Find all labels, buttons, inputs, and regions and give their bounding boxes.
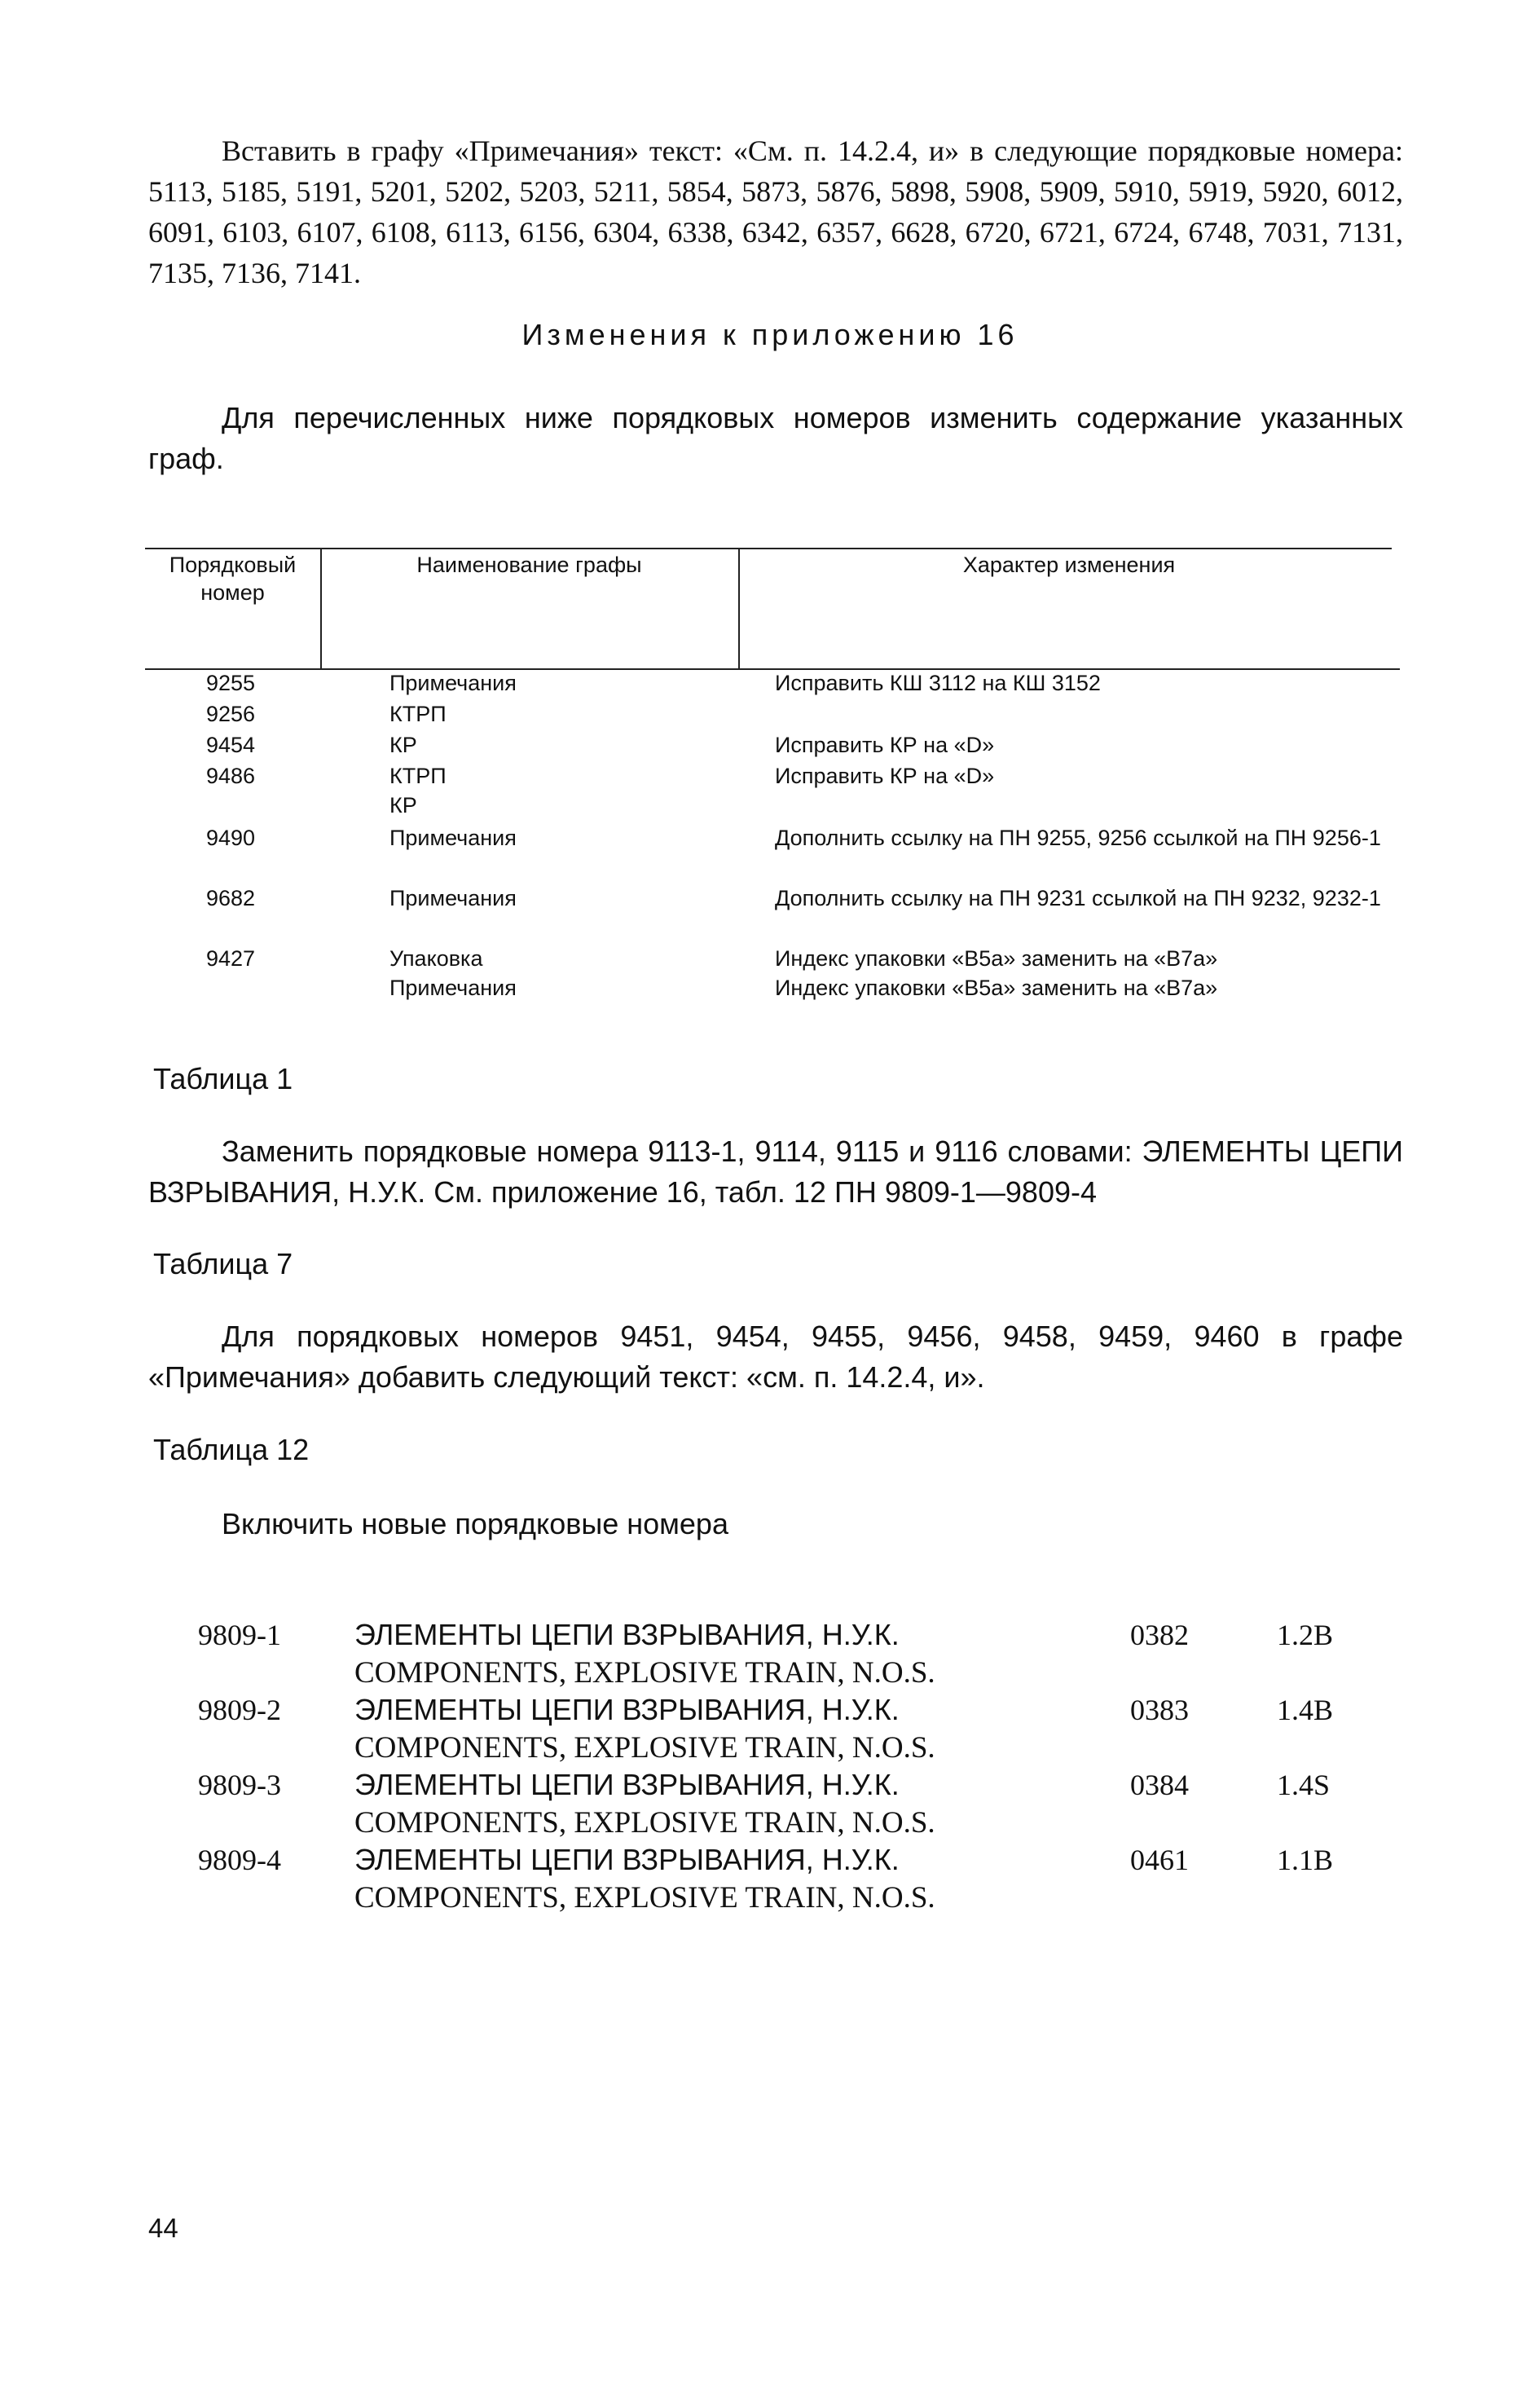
appendix16-heading: Изменения к приложению 16 (521, 318, 1019, 351)
row-column: Упаковка Примечания (389, 946, 517, 1000)
row-column: КТРП КР (389, 764, 447, 817)
row-change: Индекс упаковки «B5a» заменить на «B7a» Индекс упаковки «B5a» заменить на «B7a» (775, 946, 1218, 1000)
item-class: 1.4S (1277, 1769, 1331, 1801)
row-column: КР (389, 733, 417, 757)
row-number: 9454 (205, 733, 256, 757)
item-name-ru: ЭЛЕМЕНТЫ ЦЕПИ ВЗРЫВАНИЯ, Н.У.К. (354, 1768, 900, 1801)
table7-text: Для порядковых номеров 9451, 9454, 9455, 9456, 9458, 9459, 9460 в графе «Примечания» добавить следующий текст: «см. п. 14.2.4, и». (148, 1320, 1403, 1394)
row-number: 9427 (205, 946, 256, 971)
changes-table (145, 548, 1400, 1004)
item-number: 9809-1 (198, 1619, 281, 1651)
row-number: 9256 (205, 702, 256, 726)
item-name-ru: ЭЛЕМЕНТЫ ЦЕПИ ВЗРЫВАНИЯ, Н.У.К. (354, 1618, 900, 1651)
row-column: Примечания (389, 826, 517, 850)
table12-label: Таблица 12 (153, 1433, 310, 1466)
intro-paragraph: Вставить в графу «Примечания» текст: «См. п. 14.2.4, и» в следующие порядковые номера: 5113, 5185, 5191, 5201, 5202, 5203, 5211, 5854, 5873, 5876, 5898, 5908, 5909, 5910, 5919, 5920, 6012, 6091, 6103, 6107, 6108, 6113, 6156, 6304, 6338, 6342, 6357, 6628, 6720, 6721, 6724, 6748, 7031, 7131, 7135, 7136, 7141. (148, 134, 1403, 289)
row-change: Исправить КР на «D» (775, 764, 995, 788)
item-name-en: COMPONENTS, EXPLOSIVE TRAIN, N.O.S. (354, 1806, 935, 1840)
list-item (0, 1618, 1540, 1693)
item-name-ru: ЭЛЕМЕНТЫ ЦЕПИ ВЗРЫВАНИЯ, Н.У.К. (354, 1843, 900, 1876)
item-class: 1.1B (1277, 1844, 1334, 1876)
item-un-number: 0382 (1130, 1619, 1189, 1651)
list-item (0, 1843, 1540, 1918)
appendix16-paragraph: Для перечисленных ниже порядковых номеров изменить содержание указанных граф. (148, 401, 1403, 475)
item-name-en: COMPONENTS, EXPLOSIVE TRAIN, N.O.S. (354, 1656, 935, 1690)
row-number: 9490 (205, 826, 256, 850)
item-number: 9809-3 (198, 1769, 281, 1801)
header-change: Характер изменения (962, 553, 1176, 577)
list-item (0, 1693, 1540, 1768)
table7-label: Таблица 7 (153, 1247, 293, 1280)
row-column: КТРП (389, 702, 447, 726)
item-un-number: 0461 (1130, 1844, 1189, 1876)
row-change: Исправить КР на «D» (775, 733, 995, 757)
item-number: 9809-2 (198, 1694, 281, 1726)
header-column: Наименование графы (416, 553, 642, 577)
row-change: Дополнить ссылку на ПН 9255, 9256 ссылкой на ПН 9256-1 (775, 826, 1381, 850)
page-number: 44 (148, 2213, 178, 2243)
row-number: 9255 (205, 671, 256, 695)
list-item (0, 1768, 1540, 1843)
table1-text: Заменить порядковые номера 9113-1, 9114, 9115 и 9116 словами: ЭЛЕМЕНТЫ ЦЕПИ ВЗРЫВАНИЯ, Н.У.К. См. приложение 16, табл. 12 ПН 9809-1—9809-4 (148, 1135, 1403, 1209)
table1-label: Таблица 1 (153, 1062, 293, 1095)
row-change: Дополнить ссылку на ПН 9231 ссылкой на ПН 9232, 9232-1 (775, 886, 1381, 910)
item-number: 9809-4 (198, 1844, 281, 1876)
row-column: Примечания (389, 886, 517, 910)
item-class: 1.4B (1277, 1694, 1334, 1726)
table12-text: Включить новые порядковые номера (222, 1507, 728, 1540)
item-un-number: 0383 (1130, 1694, 1189, 1726)
row-number: 9682 (205, 886, 256, 910)
item-name-en: COMPONENTS, EXPLOSIVE TRAIN, N.O.S. (354, 1731, 935, 1765)
table-top-rule (145, 548, 1392, 549)
item-name-ru: ЭЛЕМЕНТЫ ЦЕПИ ВЗРЫВАНИЯ, Н.У.К. (354, 1693, 900, 1726)
item-name-en: COMPONENTS, EXPLOSIVE TRAIN, N.O.S. (354, 1881, 935, 1915)
item-un-number: 0384 (1130, 1769, 1189, 1801)
header-number: Порядковый номер (169, 553, 297, 605)
row-number: 9486 (205, 764, 256, 788)
row-change: Исправить КШ 3112 на КШ 3152 (775, 671, 1101, 695)
row-column: Примечания (389, 671, 517, 695)
item-class: 1.2B (1277, 1619, 1334, 1651)
